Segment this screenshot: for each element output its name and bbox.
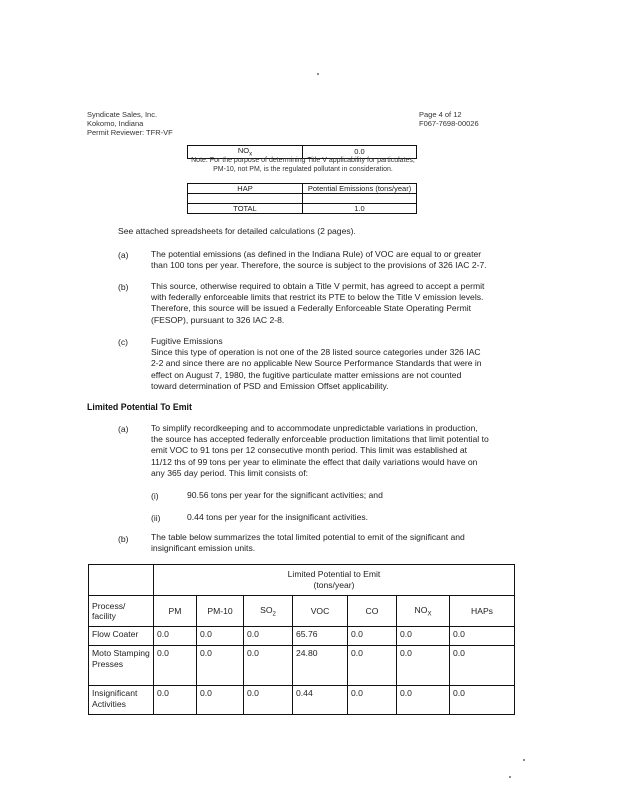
limited-a-ii-text: 0.44 tons per year for the insignificant activities. — [187, 512, 369, 522]
item-b-line: This source, otherwise required to obtain a Title V permit, has agreed to accept a permit — [151, 281, 485, 291]
hap-header-cell: HAP — [188, 184, 303, 194]
see-attached-text: See attached spreadsheets for detailed calculations (2 pages). — [118, 226, 356, 236]
so2-header: $SO_2$ — [244, 596, 293, 627]
hap-total-label-cell: TOTAL — [188, 204, 303, 214]
limited-a-line: any 365 day period. This limit consists of: — [151, 467, 308, 478]
table-header-row — [89, 596, 515, 627]
item-c-line: Since this type of operation is not one of the 28 listed source categories under 326 IAC — [151, 347, 481, 358]
item-c-line: effect on August 7, 1980, the fugitive particulate matter emissions are not counted — [151, 369, 462, 380]
cell-voc: 65.76 — [293, 627, 348, 646]
limited-a-line: the source has accepted federally enforceable production limitations that limit potential to — [151, 434, 489, 445]
cell-so2: 0.0 — [244, 686, 293, 715]
cell-co: 0.0 — [348, 686, 397, 715]
item-b-label: (b) — [118, 282, 129, 292]
note-line-2: PM-10, not PM, is the regulated pollutant in consideration. — [213, 165, 393, 173]
item-a-text — [151, 249, 531, 271]
hap-total-value-cell: 1.0 — [303, 204, 417, 214]
note-line-1: Note: For the purpose of determining Title V applicability for particulates, — [191, 157, 415, 164]
scan-speck — [509, 776, 511, 778]
table-row — [89, 686, 515, 715]
cell-co: 0.0 — [348, 646, 397, 686]
item-a-line: The potential emissions (as defined in the Indiana Rule) of VOC are equal to or greater — [151, 249, 482, 259]
nox-label-cell: $NO_x$ — [188, 146, 303, 159]
cell-pm: 0.0 — [154, 686, 197, 715]
limited-b-text — [151, 532, 531, 554]
cell-pm: 0.0 — [154, 646, 197, 686]
hap-empty-cell — [303, 194, 417, 204]
table-title-row — [89, 565, 515, 596]
cell-nox: 0.0 — [397, 646, 450, 686]
limited-b-line: The table below summarizes the total limited potential to emit of the significant and — [151, 532, 465, 542]
cell-co: 0.0 — [348, 627, 397, 646]
item-b-text — [151, 281, 531, 326]
table-units: (tons/year) — [313, 580, 355, 590]
cell-pm10: 0.0 — [197, 627, 244, 646]
limited-a-i-label: (i) — [151, 491, 159, 501]
hap-table — [187, 183, 417, 214]
item-c-line: Fugitive Emissions — [151, 336, 223, 346]
item-b-line: Therefore, this source will be issued a Federally Enforceable State Operating Permit — [151, 303, 472, 314]
cell-pm10: 0.0 — [197, 646, 244, 686]
company-name: Syndicate Sales, Inc. — [87, 110, 158, 119]
hap-empty-cell — [188, 194, 303, 204]
cell-haps: 0.0 — [450, 646, 515, 686]
nox-value-cell: 0.0 — [303, 146, 417, 159]
table-title-cell — [154, 565, 515, 596]
permit-number: F067-7698-00026 — [419, 119, 479, 128]
header-right — [419, 110, 479, 128]
limited-b-line: insignificant emission units. — [151, 543, 256, 554]
limited-b-label: (b) — [118, 534, 129, 544]
limited-a-text — [151, 423, 531, 479]
cell-voc: 24.80 — [293, 646, 348, 686]
cell-so2: 0.0 — [244, 627, 293, 646]
pm-header: PM — [154, 596, 197, 627]
item-b-line: with federally enforceable limits that restrict its PTE to below the Title V emission levels. — [151, 292, 484, 303]
cell-so2: 0.0 — [244, 646, 293, 686]
item-a-label: (a) — [118, 250, 129, 260]
nox-header: $NO_X$ — [397, 596, 450, 627]
limited-a-ii-label: (ii) — [151, 513, 161, 523]
co-header: CO — [348, 596, 397, 627]
item-a-line: than 100 tons per year. Therefore, the source is subject to the provisions of 326 IAC 2-7. — [151, 260, 487, 271]
table-row — [89, 646, 515, 686]
item-c-line: 2-2 and since there are no applicable New Source Performance Standards that were in — [151, 358, 482, 369]
cell-nox: 0.0 — [397, 686, 450, 715]
process-facility-header: Process/ facility — [89, 596, 154, 627]
cell-pm: 0.0 — [154, 627, 197, 646]
row-name: Insignificant Activities — [89, 686, 154, 715]
cell-haps: 0.0 — [450, 686, 515, 715]
cell-pm10: 0.0 — [197, 686, 244, 715]
item-c-label: (c) — [118, 337, 129, 347]
haps-header: HAPs — [450, 596, 515, 627]
limited-a-line: 11/12 ths of 99 tons per year to eliminate the effect that daily variations would have on — [151, 456, 478, 467]
limited-pte-table — [88, 564, 515, 715]
limited-a-label: (a) — [118, 424, 129, 434]
page-number: Page 4 of 12 — [419, 110, 462, 119]
hap-emissions-header-cell: Potential Emissions (tons/year) — [303, 184, 417, 194]
cell-voc: 0.44 — [293, 686, 348, 715]
limited-pte-heading: Limited Potential To Emit — [87, 402, 192, 412]
row-name: Flow Coater — [89, 627, 154, 646]
table-row — [89, 627, 515, 646]
voc-header: VOC — [293, 596, 348, 627]
header-left — [87, 110, 173, 137]
permit-reviewer: Permit Reviewer: TFR-VF — [87, 128, 173, 137]
table-title: Limited Potential to Emit — [287, 569, 381, 579]
company-city: Kokomo, Indiana — [87, 119, 144, 128]
scan-speck — [317, 73, 319, 75]
table-corner-cell — [89, 565, 154, 596]
limited-a-i-text: 90.56 tons per year for the significant activities; and — [187, 490, 383, 500]
pm10-header: PM-10 — [197, 596, 244, 627]
scan-speck — [523, 759, 525, 761]
limited-a-line: To simplify recordkeeping and to accommodate unpredictable variations in production, — [151, 423, 478, 433]
item-b-line: (FESOP), pursuant to 326 IAC 2-8. — [151, 314, 285, 325]
item-c-line: toward determination of PSD and Emission Offset applicability. — [151, 380, 389, 391]
item-c-text — [151, 336, 531, 392]
title-v-note — [180, 157, 426, 174]
cell-haps: 0.0 — [450, 627, 515, 646]
cell-nox: 0.0 — [397, 627, 450, 646]
limited-a-line: emit VOC to 91 tons per 12 consecutive month period. This limit was established at — [151, 445, 468, 456]
row-name: Moto Stamping Presses — [89, 646, 154, 686]
